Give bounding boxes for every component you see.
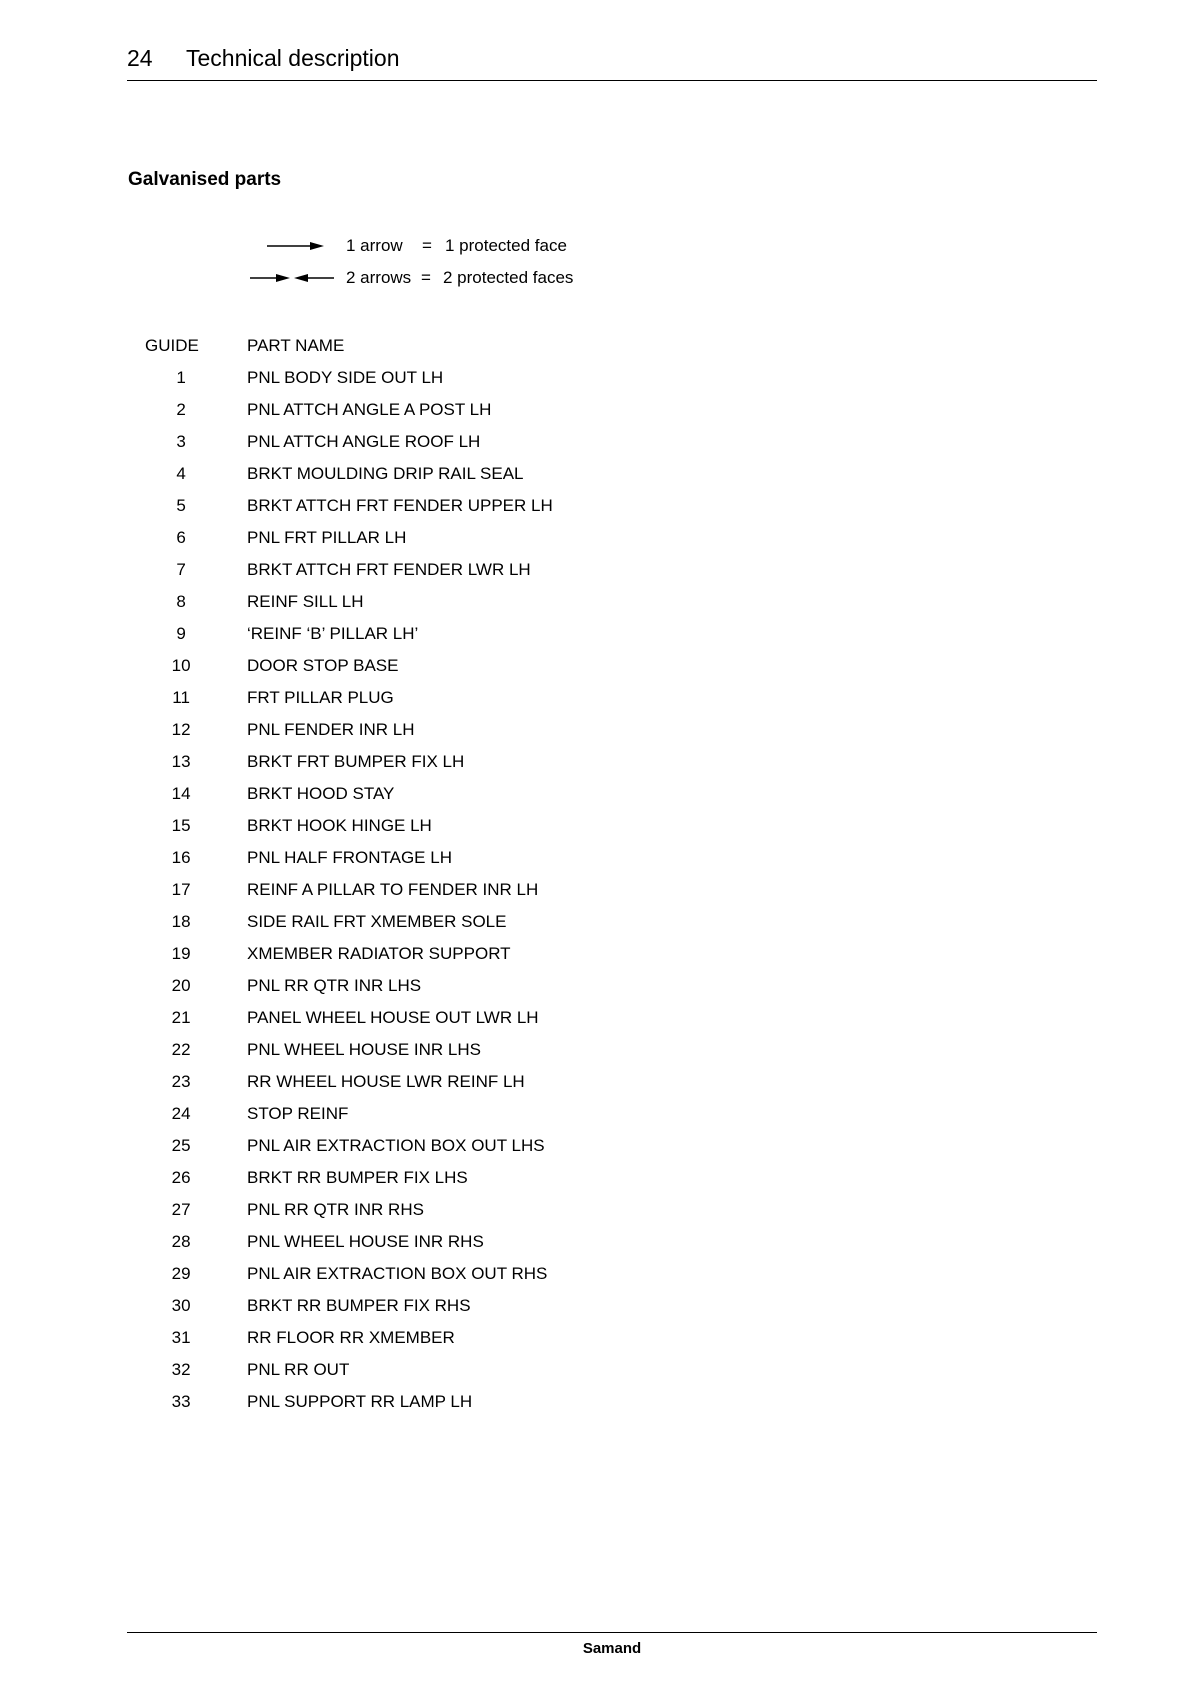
table-row [128,970,728,1002]
table-row [128,586,728,618]
guide-number: 10 [171,656,191,675]
part-name: BRKT FRT BUMPER FIX LH [247,752,465,771]
part-name: RR FLOOR RR XMEMBER [247,1328,455,1347]
column-spacer [234,362,247,394]
part-name: BRKT HOOK HINGE LH [247,816,432,835]
column-spacer [234,842,247,874]
column-spacer [234,1226,247,1258]
column-spacer [234,650,247,682]
guide-number: 8 [176,592,186,611]
footer-brand: Samand [582,1640,642,1657]
table-row [128,394,728,426]
legend-meaning: 1 protected face [445,236,567,255]
guide-number: 23 [171,1072,191,1091]
part-name: FRT PILLAR PLUG [247,688,394,707]
column-spacer [234,746,247,778]
column-spacer [234,554,247,586]
parts-table-body [128,362,728,1418]
table-row [128,1002,728,1034]
guide-number: 15 [171,816,191,835]
table-row [128,1194,728,1226]
table-row [128,522,728,554]
column-header-part-name: PART NAME [247,336,345,355]
column-spacer [234,586,247,618]
guide-number: 20 [171,976,191,995]
table-row [128,682,728,714]
guide-number: 33 [171,1392,191,1411]
legend-arrow-label: 1 arrow [346,236,403,255]
part-name: RR WHEEL HOUSE LWR REINF LH [247,1072,525,1091]
part-name: BRKT HOOD STAY [247,784,395,803]
page-footer [127,1632,1097,1663]
table-row [128,906,728,938]
table-row [128,842,728,874]
column-spacer [234,1098,247,1130]
table-row [128,1034,728,1066]
guide-number: 3 [176,432,186,451]
guide-number: 32 [171,1360,191,1379]
guide-number: 24 [171,1104,191,1123]
guide-number: 4 [176,464,186,483]
table-row [128,1322,728,1354]
column-spacer [234,394,247,426]
table-row [128,714,728,746]
guide-number: 12 [171,720,191,739]
part-name: PNL WHEEL HOUSE INR LHS [247,1040,481,1059]
part-name: PNL BODY SIDE OUT LH [247,368,444,387]
table-row [128,1386,728,1418]
guide-number: 28 [171,1232,191,1251]
part-name: PNL SUPPORT RR LAMP LH [247,1392,473,1411]
table-row [128,650,728,682]
table-row [128,938,728,970]
table-row [128,426,728,458]
guide-number: 1 [176,368,186,387]
column-spacer [234,906,247,938]
column-spacer [234,810,247,842]
part-name: REINF SILL LH [247,592,364,611]
part-name: PNL AIR EXTRACTION BOX OUT LHS [247,1136,545,1155]
guide-number: 17 [171,880,191,899]
page-number: 24 [127,45,153,71]
part-name: PNL WHEEL HOUSE INR RHS [247,1232,484,1251]
guide-number: 7 [176,560,186,579]
table-row [128,490,728,522]
column-spacer [234,778,247,810]
page-header [127,44,1097,81]
table-row [128,1258,728,1290]
legend-row-single-arrow [240,234,600,258]
column-spacer [234,682,247,714]
table-row [128,1130,728,1162]
column-spacer [234,1066,247,1098]
parts-table [128,330,728,1418]
guide-number: 6 [176,528,186,547]
column-spacer [234,490,247,522]
guide-number: 22 [171,1040,191,1059]
legend-equals: = [422,236,432,255]
column-spacer [234,970,247,1002]
table-row [128,746,728,778]
column-spacer [234,522,247,554]
column-spacer [234,458,247,490]
part-name: REINF A PILLAR TO FENDER INR LH [247,880,539,899]
table-row [128,1354,728,1386]
guide-number: 26 [171,1168,191,1187]
column-spacer [234,618,247,650]
column-header-guide: GUIDE [145,336,199,355]
table-header-row [128,330,728,362]
column-spacer [234,1130,247,1162]
legend-arrow-label: 2 arrows [346,268,412,287]
part-name: PNL HALF FRONTAGE LH [247,848,452,867]
column-spacer [234,1386,247,1418]
table-row [128,874,728,906]
part-name: XMEMBER RADIATOR SUPPORT [247,944,511,963]
guide-number: 27 [171,1200,191,1219]
part-name: PNL RR QTR INR RHS [247,1200,424,1219]
column-spacer [234,714,247,746]
guide-number: 21 [171,1008,191,1027]
guide-number: 31 [171,1328,191,1347]
column-spacer [234,1322,247,1354]
guide-number: 11 [172,688,190,707]
table-row [128,362,728,394]
part-name: BRKT ATTCH FRT FENDER UPPER LH [247,496,553,515]
part-name: ‘REINF ‘B’ PILLAR LH’ [247,624,419,643]
column-spacer [234,1290,247,1322]
part-name: PNL FRT PILLAR LH [247,528,407,547]
table-row [128,1226,728,1258]
guide-number: 2 [176,400,186,419]
part-name: PNL ATTCH ANGLE A POST LH [247,400,492,419]
column-spacer [234,1034,247,1066]
table-row [128,1066,728,1098]
part-name: BRKT RR BUMPER FIX LHS [247,1168,468,1187]
table-row [128,1162,728,1194]
column-spacer [234,938,247,970]
column-spacer [234,1258,247,1290]
guide-number: 19 [171,944,191,963]
table-row [128,1290,728,1322]
legend-meaning: 2 protected faces [443,268,574,287]
column-spacer [234,1162,247,1194]
double-arrow-icon [240,266,340,290]
part-name: BRKT RR BUMPER FIX RHS [247,1296,471,1315]
header-title: Technical description [186,45,400,71]
column-spacer [234,426,247,458]
part-name: PNL AIR EXTRACTION BOX OUT RHS [247,1264,548,1283]
part-name: PNL RR OUT [247,1360,350,1379]
table-row [128,618,728,650]
guide-number: 25 [171,1136,191,1155]
guide-number: 13 [171,752,191,771]
table-row [128,458,728,490]
guide-number: 30 [171,1296,191,1315]
guide-number: 18 [171,912,191,931]
guide-number: 5 [176,496,186,515]
part-name: PANEL WHEEL HOUSE OUT LWR LH [247,1008,539,1027]
table-row [128,778,728,810]
part-name: BRKT MOULDING DRIP RAIL SEAL [247,464,524,483]
legend-equals: = [421,268,431,287]
legend-row-double-arrow [240,266,620,290]
column-spacer [234,1002,247,1034]
guide-number: 29 [171,1264,191,1283]
guide-number: 14 [171,784,191,803]
table-row [128,554,728,586]
guide-number: 16 [171,848,191,867]
guide-number: 9 [176,624,186,643]
column-spacer [234,1354,247,1386]
section-title: Galvanised parts [128,169,282,190]
part-name: PNL FENDER INR LH [247,720,415,739]
table-row [128,1098,728,1130]
part-name: PNL ATTCH ANGLE ROOF LH [247,432,481,451]
part-name: STOP REINF [247,1104,349,1123]
part-name: DOOR STOP BASE [247,656,399,675]
column-spacer [234,1194,247,1226]
part-name: BRKT ATTCH FRT FENDER LWR LH [247,560,531,579]
table-row [128,810,728,842]
part-name: PNL RR QTR INR LHS [247,976,422,995]
column-spacer [234,874,247,906]
part-name: SIDE RAIL FRT XMEMBER SOLE [247,912,507,931]
single-arrow-icon [240,234,330,258]
